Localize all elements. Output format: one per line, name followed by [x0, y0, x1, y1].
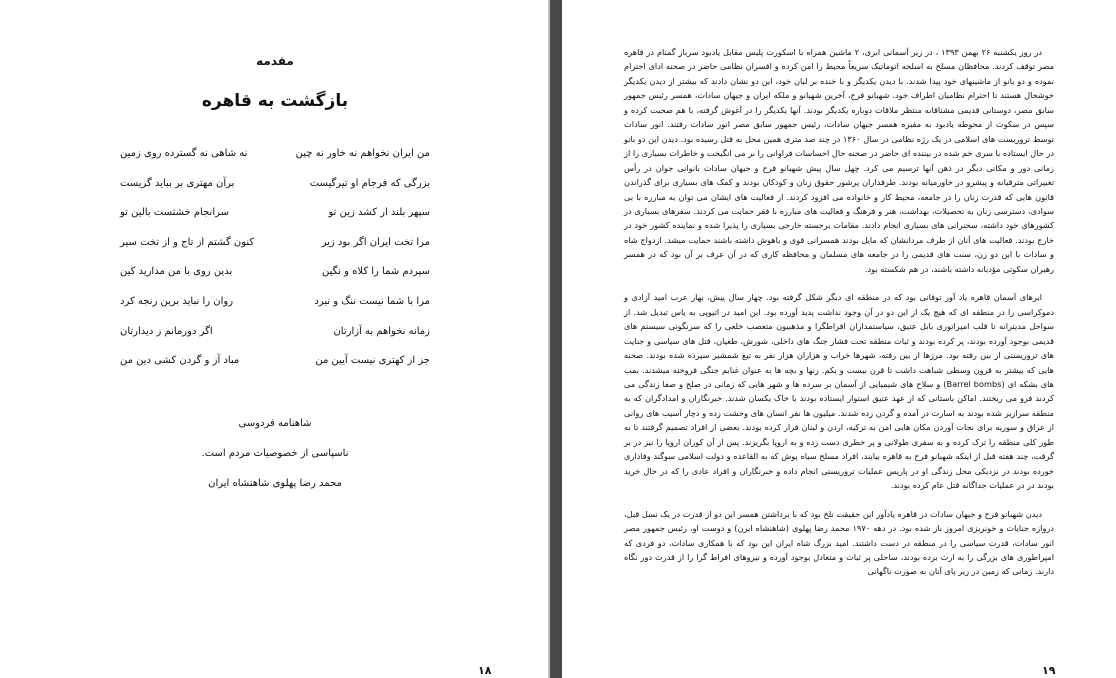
poem-couplet — [120, 355, 430, 385]
poem-couplet — [120, 237, 430, 267]
poem-hemistich-left: سرانجام خشتست بالین تو — [120, 207, 230, 219]
poem-hemistich-right: مرا تخت ایران اگر بود زیر — [321, 236, 430, 248]
chapter-heading: مقدمه — [256, 54, 294, 68]
poem-hemistich-right: مرا با شما نیست ننگ و نبرد — [314, 295, 430, 307]
paragraph: ابرهای آسمان قاهره یاد آور توفانی بود که در منطقه ای دیگر شکل گرفته بود. چهار سال پیش، بهار عرب امید آزادی و دموکراسی را در منطقه ای که هیچ یک از این دو در آن وجود نداشت پدید آورده بود. این امید در اتیوپی به یاس تبدیل شد. از سواحل مدیترانه تا قلب امپراتوری بابل عتیق، سیاستمداران افراطگرا و مذهبیون متعصب خلعی را که سرنگونی سیستم های قدیمی بوجود آورده بودند، پر کرده بودند و ثبات منطقه تحت فشار جنگ های داخلی، شورش، طغیان، قتل های سیاسی و جنایت های تروریستی از بین رفته بود. مرزها از بین رفته، شهرها خراب و هزاران هزار نفر به تیغ شمشیر سپرده شده بودند. صحنه هایی که بیشتر به قرون وسطی شباهت داشت تا قرن بیست و یکم. زنها و بچه ها به عنوان غنایم جنگی فروخته میشدند. بمب های بشکه ای (Barrel bombs) و سلاح های شیمیایی از آسمان بر سرده ها و شهر هایی که زمانی در صلح و صفا زندگی می کردند فرو می ریختند. اماکن باستانی که از عهد عتیق استوار ایستاده بودند با خاک یکسان شدند. خبرنگاران و امدادگران که به منطقه سرازیر شده بودند به اسارت در آمده و گردن زده شدند. میلیون ها نفر انسان های وحشت زده و دچار آسیب های روانی از عراق و سوریه برای نجات آوردن مکان هایی امن به ترکیه، اردن و لبنان فرار کرده بودند. بعضی از افراد تصمیم گرفتند تا به طور کلی منطقه را ترک کرده و به سفری طولانی و پر خطری دست زده و به اروپا بگریزند. پس از آن کوران اروپا را نیز در بر گرفت، چند هفته قبل از اینکه شهبانو فرح به قاهره بیایند، افراد مسلح سیاه پوش که به القاعده و دولت اسلامی سوگند وفاداری خورده بودند در نزدیکی محل زندگی او در پاریس عملیات تروریستی انجام داده و خبرنگاران و افراد عادی را که در حال خرید بودند در در عملیات جداگانه قتل عام کرده بودند. — [624, 292, 1054, 491]
poem-hemistich-right: زمانه نخواهم به آزارتان — [333, 325, 430, 337]
poem-hemistich-right: بزرگی که فرجام او تیرگیست — [309, 177, 430, 189]
book-spine — [550, 0, 562, 678]
right-page — [562, 0, 1116, 678]
poem-hemistich-left: برآن مهتری بر بباید گریست — [120, 177, 235, 189]
left-page — [0, 0, 550, 678]
poem-source: شاهنامه فردوسی — [238, 418, 312, 429]
poem-hemistich-left: کنون گشتم از تاج و از تخت سیر — [120, 236, 255, 248]
chapter-title: بازگشت به قاهره — [201, 91, 349, 111]
poem-couplet — [120, 207, 430, 237]
poem-hemistich-left: روان را نباید برین رنجه کرد — [120, 295, 234, 307]
poem-hemistich-right: سپردم شما را کلاه و نگین — [322, 266, 430, 278]
poem-couplet — [120, 296, 430, 326]
poem-hemistich-right: سپهر بلند ار کشد زین تو — [328, 207, 430, 219]
page-number-right: ۱۹ — [1042, 664, 1056, 677]
poem-hemistich-right: من ایران نخواهم نه خاور نه چین — [295, 148, 430, 159]
poem-couplet — [120, 326, 430, 356]
poem-couplet — [120, 148, 430, 178]
poem-hemistich-left: مباد آز و گردن کشی دین من — [120, 355, 240, 367]
poem-hemistich-left: نه شاهی نه گسترده روی زمین — [120, 148, 248, 159]
poem-couplet — [120, 178, 430, 208]
page-number-left: ۱۸ — [478, 664, 492, 677]
epigraph-author: محمد رضا پهلوی شاهنشاه ایران — [208, 478, 342, 489]
paragraph: در روز یکشنبه ۲۶ بهمن ۱۳۹۳ ، در زیر آسمانی ابری، ۲ ماشین همراه با اسکورت پلیس مقابل یادبود سرباز گمنام در قاهره مصر توقف کردند. محافظان مسلح به اسلحه اتوماتیک سریعاً محیط را امن کرده و افسران نظامی حاضر در صحنه ادای احترام نموده و دو بانو از ماشینهای خود پیدا شدند. با دیدن یکدیگر و با خنده بر لبان خود، این دو نشان دادند که بیشتر از دیدن یکدیگر خوشحال هستند تا احترام نظامیان اطراف خود. شهبانو فرح، آخرین شهبانو و ملکه ایران و جیهان سادات، همسر رئیس جمهور سابق مصر، دوستانی قدیمی مشتاقانه منتظر ملاقات دوباره یکدیگر بودند. آنها یکدیگر را در آغوش گرفته، با هم صحبت کرده و سپس در سکوت از محوطه یادبود به مقبره همسر جیهان سادات، رئیس جمهور سابق مصر انور سادات رفتند. انور سادات توسط تروریست های اسلامی در یک رژه نظامی در سال ۱۳۶۰ در چند صد متری همین محل به قتل رسیده بود. دیدن این دو بانو در حال ایستاده با سری خم شده در بیننده ای حاضر در صحنه حال احساسات فراوانی را بر می انگیخت و خاطرات بسیاری را از زمانی دور و مکانی دیگر در ذهن آنها ترسیم می کرد. چهل سال پیش شهبانو فرح و جیهان سادات بانوانی جوان در رأس تغییراتی مترقیانه و پیشرو در خاورمیانه بودند. طرفداران پرشور حقوق زنان و کودکان بودند و کمک های بسیاری برای گذراندن قانون هایی که قدرت زنان را در جامعه، محیط کار و خانواده می افزود کردند. از فعالیت های ایشان می توان به مبارزه با بی سوادی، دسترسی زنان به تحصیلات، بهداشت، هنر و فرهنگ و فعالیت های مبارزه با فقر حمایت می کردند. سفرهای بسیاری در کشورهای خود داشته، سخنرانی های بسیاری انجام دادند. مقامات برجسته خارجی بسیاری را پذیرا شده و نماینده کشور خود در خارج بودند. فعالیت های آنان از طرف مردانشان که مایل بودند همسرانی قوی و باهوش داشته باشند حمایت میشد. ازدواج شاه و سادات با این دو زن، سنت های قدیمی را در جامعه های مسلمان و محافظه کاری که در آن عرف بر آن بود که در همسر رهبران سکوتی مؤدبانه داشته باشند، در هم شکسته بود. — [624, 47, 1055, 274]
poem-hemistich-right: جز از کهتری نیست آیین من — [315, 355, 430, 367]
body-text — [624, 45, 1054, 593]
poem-couplet — [120, 266, 430, 296]
poem-hemistich-left: اگر دورمانم ز دیدارتان — [120, 325, 213, 337]
poem-hemistich-left: بدین روی با من مدارید کین — [120, 266, 233, 278]
paragraph: دیدن شهبانو فرح و جیهان سادات در قاهره یادآور این حقیقت تلخ بود که با برداشتن همسر این دو از قدرت در یک نسل قبل، دروازه جنایات و خونریزی امروز باز شده بود. در دهه ۱۹۷۰ محمد رضا پهلوی (شاهنشاه ایرن) و دوست او، رئیس جمهور مصر انور سادات، قدرت سیاسی را در منطقه در دست داشتند. امید بزرگ شاه ایران این بود که با همکاری سادات، دو فردی که امپراطوری های بزرگی را به ارث برده بودند، ساحلی پر ثبات و متعادل بوجود آورده و نیروهای افراط گرا را از قدرت دور نگاه دارند. زمانی که زمین در زیر پای آنان به صورت ناگهانی — [624, 508, 1055, 577]
epigraph-quote: ناسپاسی از خصوصیات مردم است. — [201, 448, 349, 459]
poem — [120, 148, 430, 385]
